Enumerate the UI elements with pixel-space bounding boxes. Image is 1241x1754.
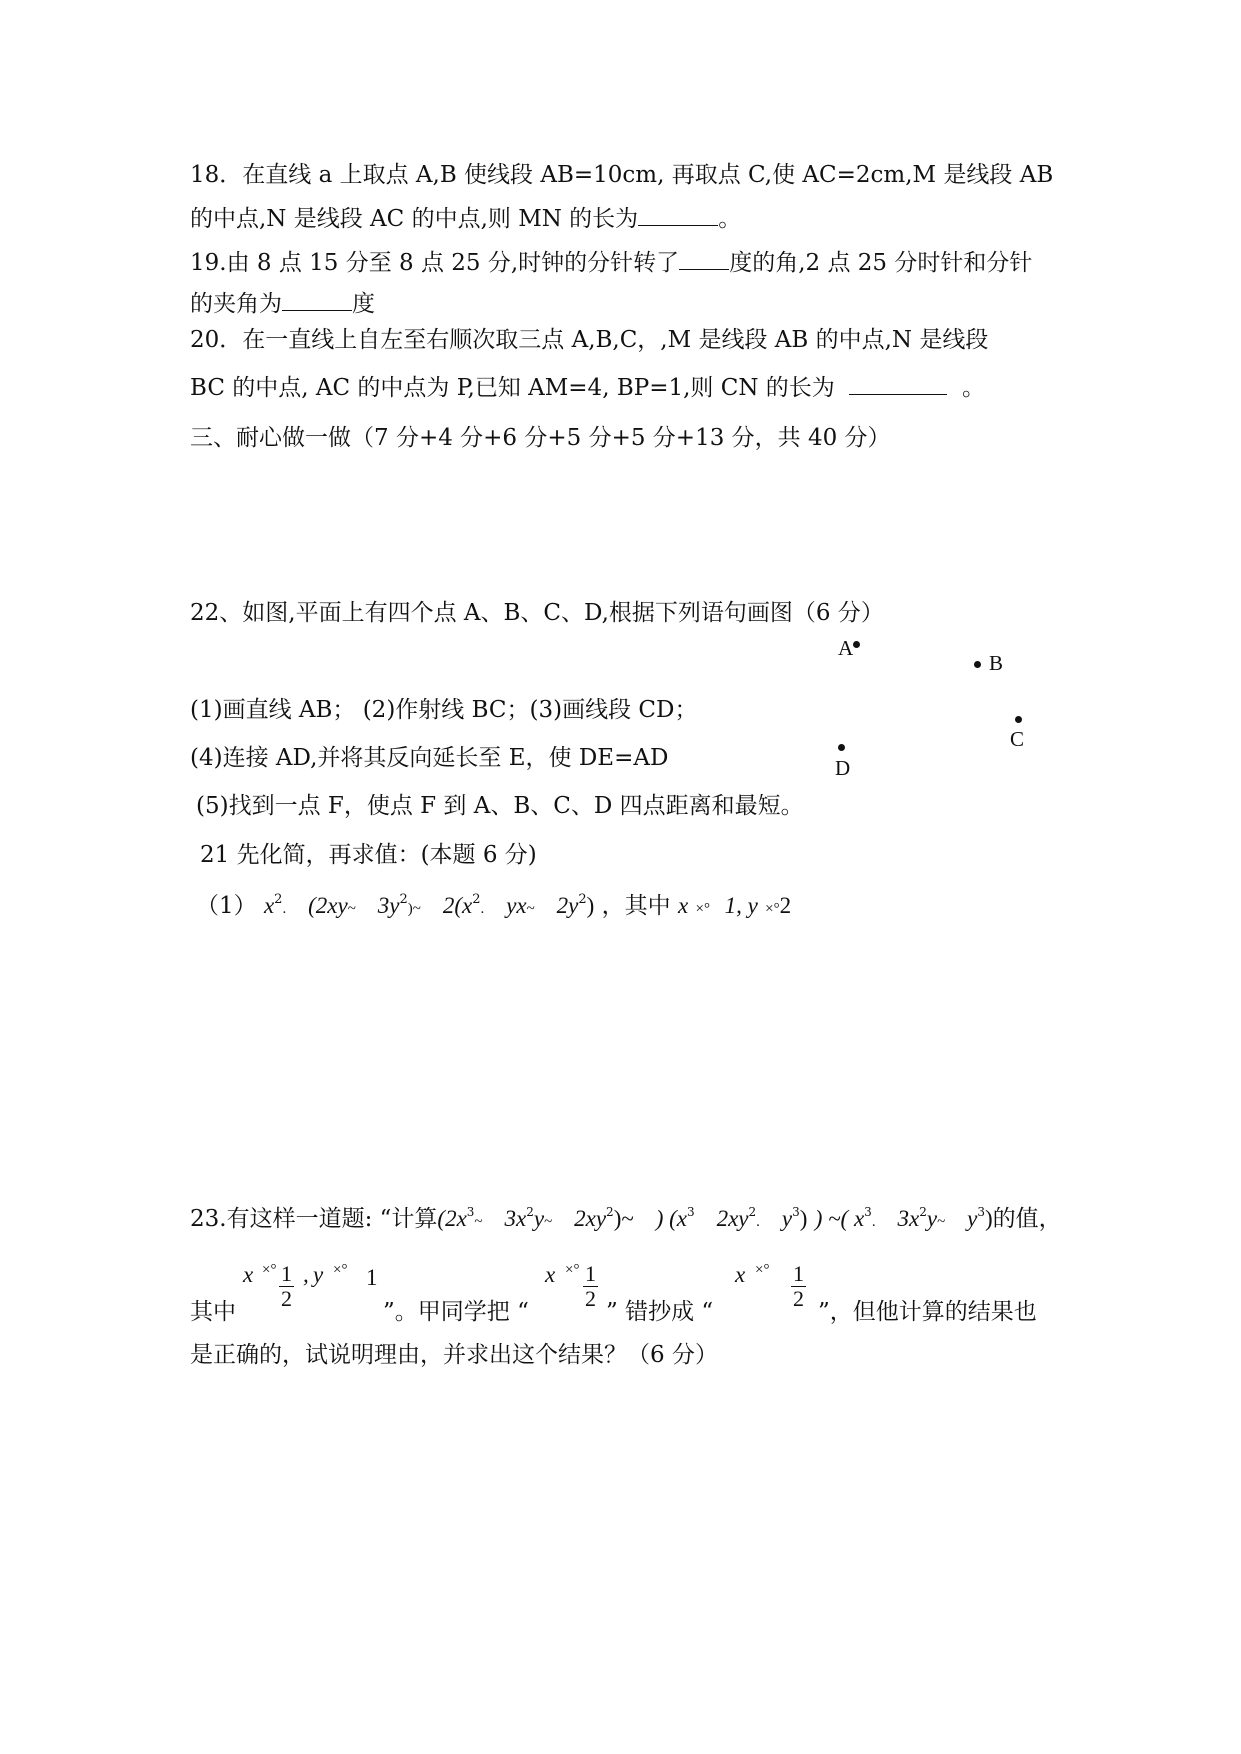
q20-line1: 20．在一直线上自左至右顺次取三点 A,B,C，,M 是线段 AB 的中点,N 是线段 — [190, 327, 989, 353]
q23-cond-eq-1: ×° — [262, 1262, 277, 1278]
q21-sup-3: 2 — [472, 892, 481, 907]
q18-line2-text: 的中点,N 是线段 AC 的中点,则 MN 的长为 — [190, 206, 639, 232]
q23-line3: 是正确的，试说明理由，并求出这个结果？（6 分） — [190, 1342, 718, 1368]
q23-e6: 2xy — [716, 1206, 749, 1231]
q23-where: 其中 — [190, 1299, 236, 1325]
q21-cond-y: 1, y — [724, 893, 758, 918]
q22-step-1-3: (1)画直线 AB； (2)作射线 BC；(3)画线段 CD； — [190, 697, 698, 723]
q18-blank — [638, 203, 718, 226]
point-c-dot — [1015, 716, 1022, 723]
q19-text-b: 度的角,2 点 25 分时针和分针 — [729, 250, 1033, 276]
q21-term-3y: 3y — [377, 893, 400, 918]
q23-text-a: 23.有这样一道题: “计算 — [190, 1206, 438, 1232]
q23-e12: ) — [985, 1206, 993, 1231]
q23-frac-1: $\frac{1}{2}$ — [281, 1261, 292, 1311]
q23-e4: 2xy — [574, 1206, 607, 1231]
q23-text-c: ” 错抄成 “ — [606, 1299, 714, 1325]
q20-text-b: 。 — [962, 375, 986, 401]
q21-term-2xy: (2xy — [308, 893, 348, 918]
point-d-label: D — [835, 756, 851, 780]
q20-blank — [849, 372, 947, 395]
q23-cond-eq-2: ×° — [333, 1262, 348, 1278]
q21-term-2x: 2(x — [442, 893, 473, 918]
q23-text-b: ”。甲同学把 “ — [383, 1299, 529, 1325]
q21-cond-eq-2: ×° — [765, 901, 780, 917]
q23-e3: y — [533, 1206, 545, 1231]
q23-e10: y — [926, 1206, 938, 1231]
q21-title: 21 先化简，再求值：(本题 6 分) — [200, 842, 537, 868]
q21-where: ，其中 — [601, 893, 671, 919]
q23-orig-eq: ×° — [565, 1262, 580, 1278]
q19-text-d: 度 — [352, 291, 375, 317]
q21-cond-x: x — [677, 893, 689, 918]
q23-e1: (2x — [437, 1206, 467, 1231]
q22-title: 22、如图,平面上有四个点 A、B、C、D,根据下列语句画图（6 分） — [190, 600, 884, 626]
section-three-heading: 三、耐心做一做（7 分+4 分+6 分+5 分+5 分+13 分，共 40 分） — [190, 425, 891, 451]
q23-e11: y — [967, 1206, 978, 1231]
q21-expression: （1） $x^2$. (2xy~ $3y^2)\sim$ $2(x^2$. yx~ $2y^2$) ，其中 x ×° 1, y ×°2 — [196, 892, 792, 919]
q23-line1: 23.有这样一道题: “计算($2x^3\sim$ $3x^2y\sim$ $2xy^2)\sim$ ) ($x^3$ $2xy^2$. $y^3$) ) ~( $x^3$. $3x^2y\sim$ $y^3$)的值， — [190, 1205, 1062, 1232]
point-c-label: C — [1010, 727, 1025, 751]
point-a-label: A — [838, 636, 854, 660]
point-b-dot — [974, 661, 981, 668]
q22-step-5: (5)找到一点 F，使点 F 到 A、B、C、D 四点距离和最短。 — [196, 793, 804, 819]
q20-line2 — [190, 372, 985, 403]
q23-e2: 3x — [504, 1206, 527, 1231]
q23-frac-2: $\frac{1}{2}$ — [585, 1261, 596, 1311]
q23-text-d: ”，但他计算的结果也 — [818, 1299, 1037, 1325]
q21-sup-4: 2 — [578, 892, 587, 907]
q21-cond-eq-1: ×° — [695, 901, 710, 917]
q21-term-2y: 2y — [556, 893, 579, 918]
point-a-dot — [853, 641, 860, 648]
q18-line1: 18．在直线 a 上取点 A,B 使线段 AB=10cm, 再取点 C,使 AC=2cm,M 是线段 AB — [190, 162, 1054, 188]
q23-e9: 3x — [897, 1206, 920, 1231]
q19-line2 — [190, 288, 375, 319]
q23-e8: ) ~( x — [814, 1206, 865, 1231]
q21-cond-end: 2 — [779, 893, 792, 918]
q23-cond-y: y — [313, 1262, 324, 1287]
q21-x: x — [263, 893, 275, 918]
q19-blank-2 — [282, 288, 352, 311]
q23-wrong-x: x — [735, 1262, 746, 1287]
q18-line2 — [190, 203, 741, 234]
q23-orig-x: x — [545, 1262, 556, 1287]
q19-text-c: 的夹角为 — [190, 291, 282, 317]
point-d-dot — [838, 744, 845, 751]
q23-text-b: 的值， — [992, 1206, 1062, 1232]
q23-frac-3: $\frac{1}{2}$ — [793, 1261, 804, 1311]
q19-blank-1 — [679, 247, 729, 270]
q19-line1 — [190, 247, 1032, 278]
point-b-label: B — [989, 651, 1004, 675]
q23-cond-one: 1 — [366, 1265, 378, 1290]
q23-e5: ) (x — [655, 1206, 688, 1231]
q23-wrong-eq: ×° — [755, 1262, 770, 1278]
q21-num: （1） — [196, 893, 257, 919]
q23-cond-x: x — [243, 1262, 254, 1287]
q19-text-a: 19.由 8 点 15 分至 8 点 25 分,时钟的分针转了 — [190, 250, 680, 276]
q23-e7: y — [781, 1206, 793, 1231]
q18-line2-end: 。 — [718, 206, 742, 232]
q21-sup-1: 2 — [274, 892, 283, 907]
q21-term-yx: yx — [506, 893, 527, 918]
q21-sup-2: 2 — [399, 892, 408, 907]
q22-step-4: (4)连接 AD,并将其反向延长至 E，使 DE=AD — [190, 745, 669, 771]
q20-text-a: BC 的中点, AC 的中点为 P,已知 AM=4, BP=1,则 CN 的长为 — [190, 375, 835, 401]
